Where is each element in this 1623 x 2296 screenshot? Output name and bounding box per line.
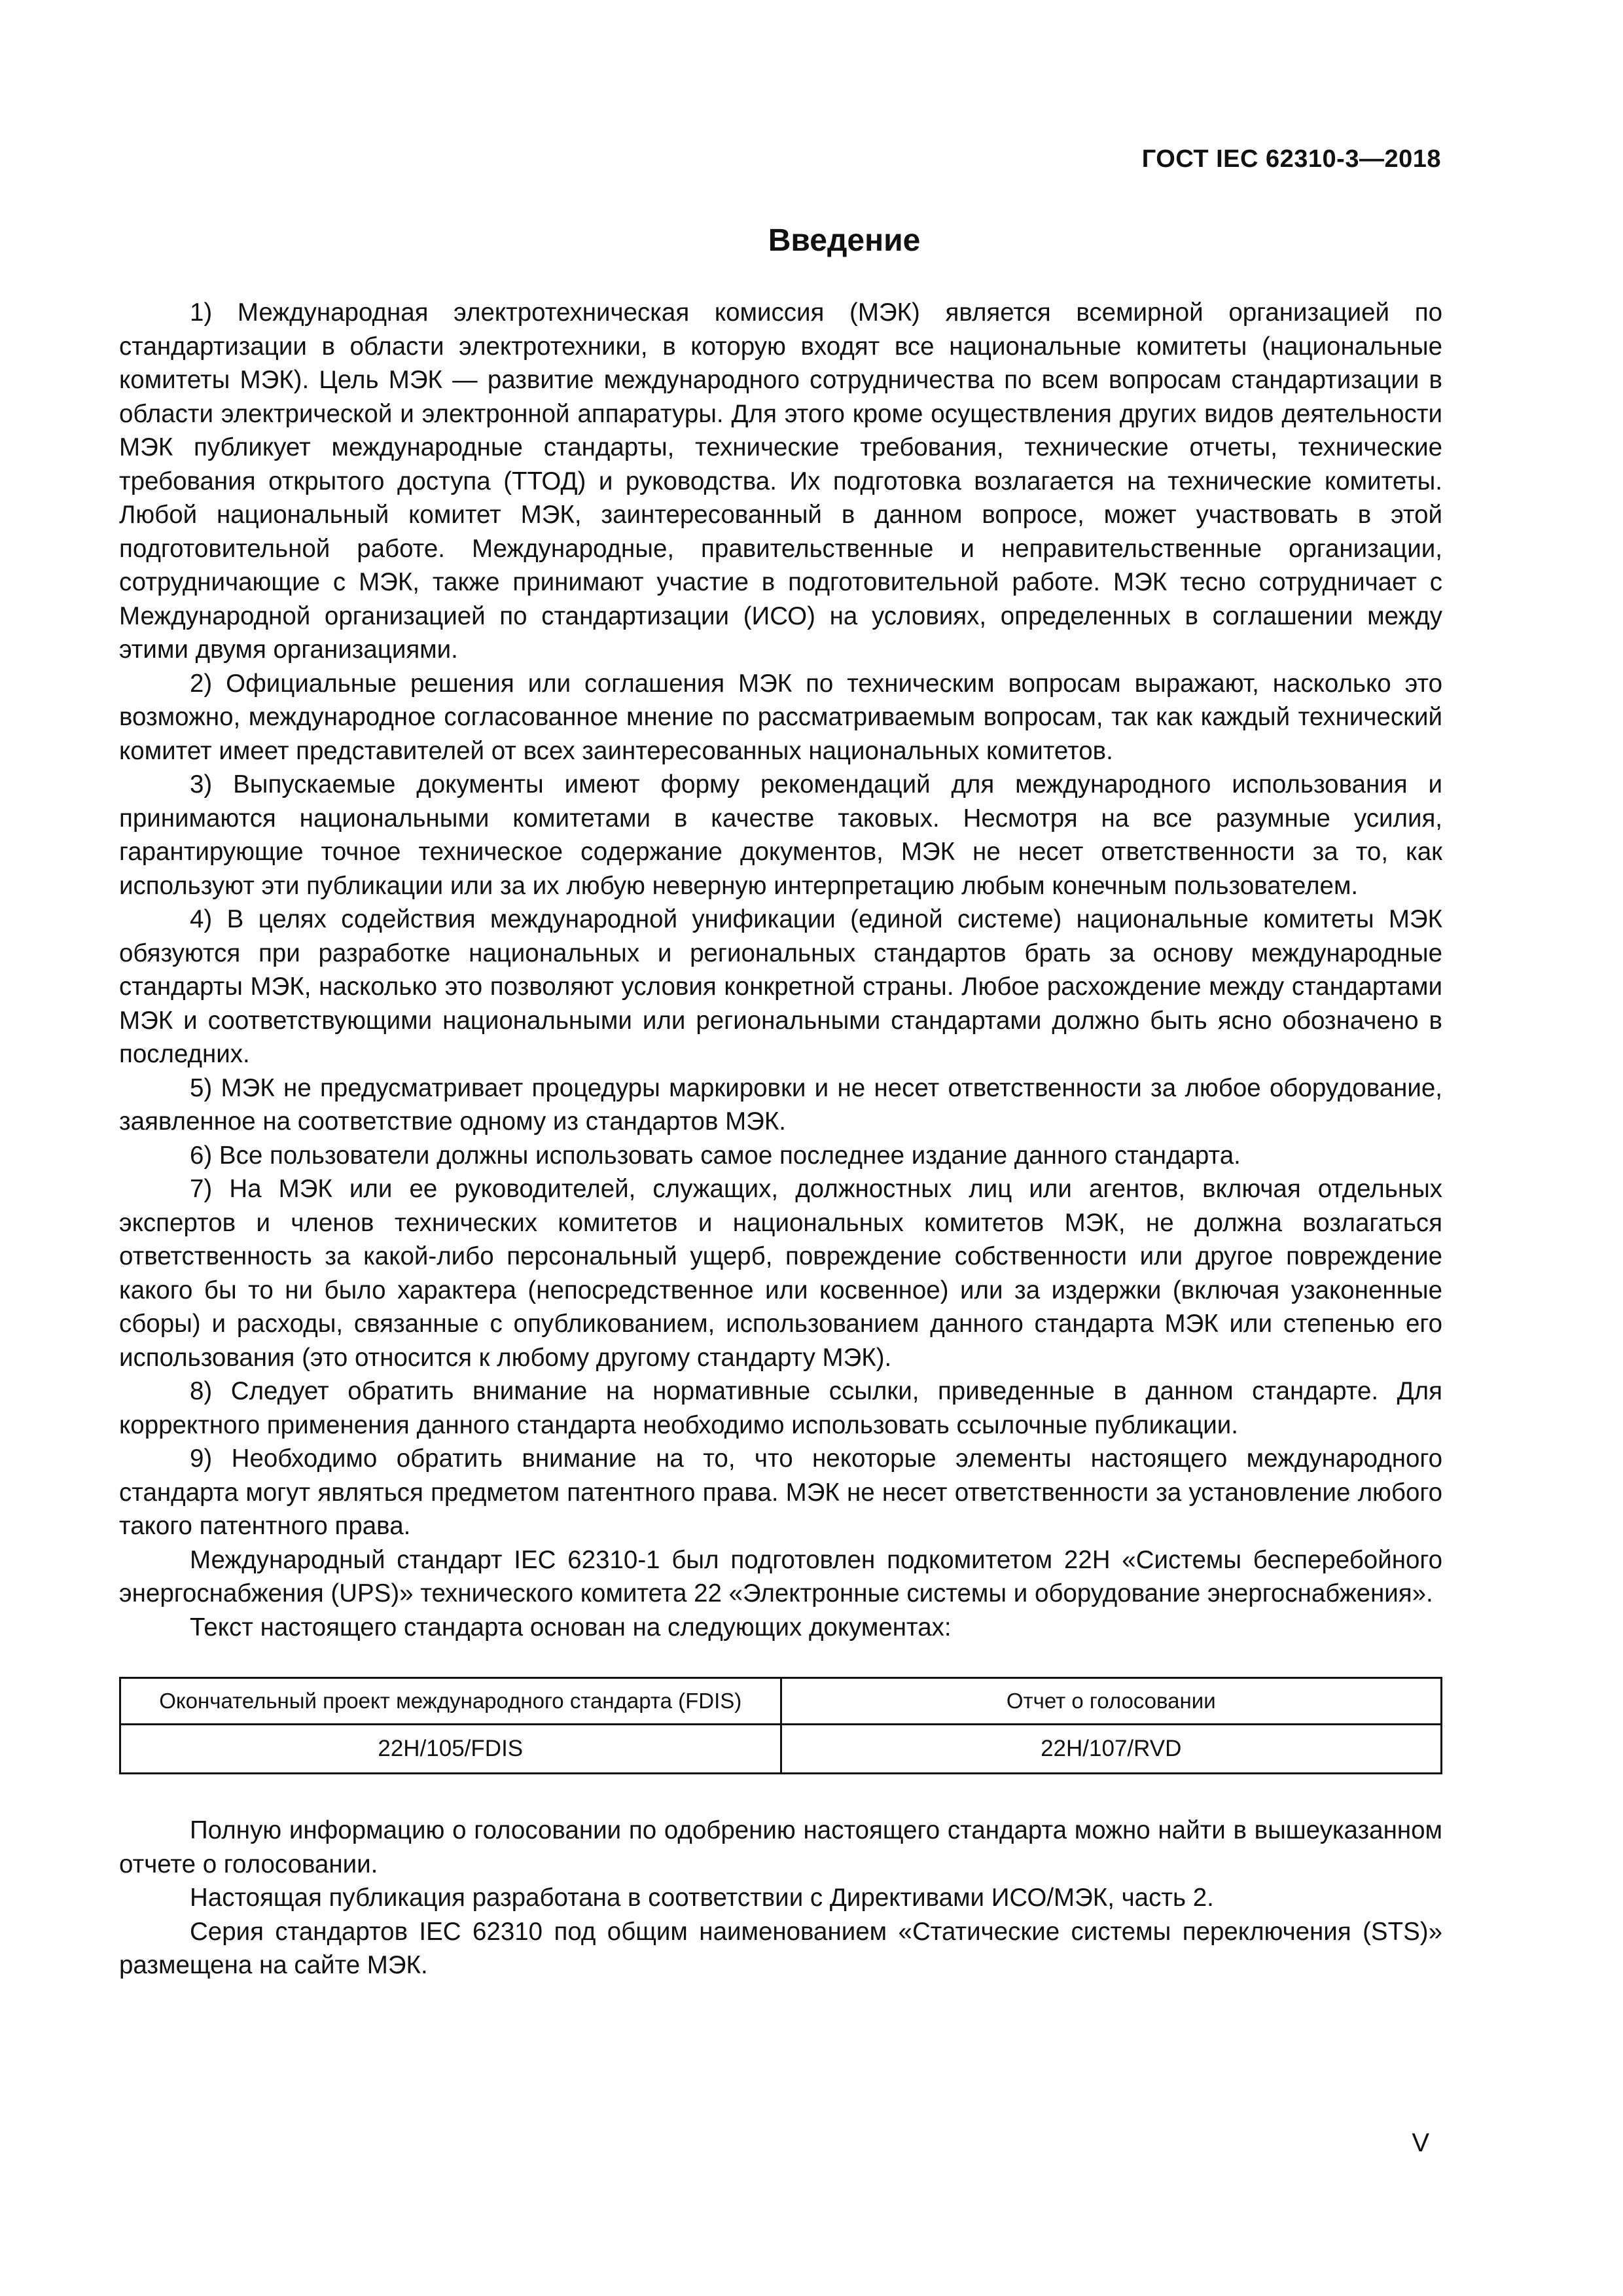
table-header-fdis: Окончательный проект международного стандарта (FDIS) [120, 1678, 781, 1725]
document-code-header: ГОСТ IEC 62310-3—2018 [1141, 145, 1441, 173]
paragraph-standard-origin: Международный стандарт IEC 62310-1 был подготовлен подкомитетом 22H «Системы бесперебойного энергоснабжения (UPS)» технического комитета 22 «Электронные системы и оборудование энергоснабжения». [119, 1545, 1442, 1607]
table-row [120, 1725, 1442, 1774]
section-title: Введение [768, 223, 921, 258]
paragraph-series: Серия стандартов IEC 62310 под общим наименованием «Статические системы переключения (STS)» размещена на сайте МЭК. [119, 1917, 1442, 1979]
table-header-row [120, 1678, 1442, 1725]
paragraph-9: 9) Необходимо обратить внимание на то, что некоторые элементы настоящего международного стандарта могут являться предметом патентного права. МЭК не несет ответственности за установление любого такого патентного права. [119, 1444, 1442, 1540]
page-number: V [1412, 2128, 1429, 2157]
table-cell-fdis: 22H/105/FDIS [120, 1725, 781, 1774]
paragraph-1: 1) Международная электротехническая комиссия (МЭК) является всемирной организацией по стандартизации в области электротехники, в которую входят все национальные комитеты (национальные комитеты МЭК). Цель МЭК — развитие международного сотрудничества по всем вопросам стандартизации в области электрической и электронной аппаратуры. Для этого кроме осуществления других видов деятельности МЭК публикует международные стандарты, технические требования, технические отчеты, технические требования открытого доступа (ТТОД) и руководства. Их подготовка возлагается на технические комитеты. Любой национальный комитет МЭК, заинтересованный в данном вопросе, может участвовать в этой подготовительной работе. Международные, правительственные и неправительственные организации, сотрудничающие с МЭК, также принимают участие в подготовительной работе. МЭК тесно сотрудничает с Международной организацией по стандартизации (ИСО) на условиях, определенных в соглашении между этими двумя организациями. [119, 298, 1442, 664]
paragraph-4: 4) В целях содействия международной унификации (единой системе) национальные комитеты МЭК обязуются при разработке национальных и региональных стандартов брать за основу международные стандарты МЭК, насколько это позволяют условия конкретной страны. Любое расхождение между стандартами МЭК и соответствующими национальными или региональными стандартами должно быть ясно обозначено в последних. [119, 905, 1442, 1068]
paragraph-based-on: Текст настоящего стандарта основан на следующих документах: [190, 1613, 952, 1641]
paragraph-directives: Настоящая публикация разработана в соответствии с Директивами ИСО/МЭК, часть 2. [190, 1884, 1214, 1912]
paragraph-voting-info: Полную информацию о голосовании по одобрению настоящего стандарта можно найти в вышеуказанном отчете о голосовании. [119, 1816, 1442, 1878]
paragraph-5: 5) МЭК не предусматривает процедуры маркировки и не несет ответственности за любое оборудование, заявленное на соответствие одному из стандартов МЭК. [119, 1073, 1442, 1136]
paragraph-6: 6) Все пользователи должны использовать самое последнее издание данного стандарта. [190, 1141, 1241, 1170]
paragraph-2: 2) Официальные решения или соглашения МЭК по техническим вопросам выражают, насколько это возможно, международное согласованное мнение по рассматриваемым вопросам, так как каждый технический комитет имеет представителей от всех заинтересованных национальных комитетов. [119, 669, 1442, 765]
paragraph-3: 3) Выпускаемые документы имеют форму рекомендаций для международного использования и принимаются национальными комитетами в качестве таковых. Несмотря на все разумные усилия, гарантирующие точное техническое содержание документов, МЭК не несет ответственности за то, как используют эти публикации или за их любую неверную интерпретацию любым конечным пользователем. [119, 770, 1442, 900]
section-body [119, 296, 1442, 1982]
documents-table [119, 1677, 1442, 1774]
table-header-voting-report: Отчет о голосовании [781, 1678, 1442, 1725]
paragraph-8: 8) Следует обратить внимание на нормативные ссылки, приведенные в данном стандарте. Для корректного применения данного стандарта необходимо использовать ссылочные публикации. [119, 1377, 1442, 1439]
table-cell-rvd: 22H/107/RVD [781, 1725, 1442, 1774]
paragraph-7: 7) На МЭК или ее руководителей, служащих, должностных лиц или агентов, включая отдельных экспертов и членов технических комитетов и национальных комитетов МЭК, не должна возлагаться ответственность за какой-либо персональный ущерб, повреждение собственности или другое повреждение какого бы то ни было характера (непосредственное или косвенное) или за издержки (включая узаконенные сборы) и расходы, связанные с опубликованием, использованием данного стандарта МЭК или степенью его использования (это относится к любому другому стандарту МЭК). [119, 1175, 1442, 1372]
